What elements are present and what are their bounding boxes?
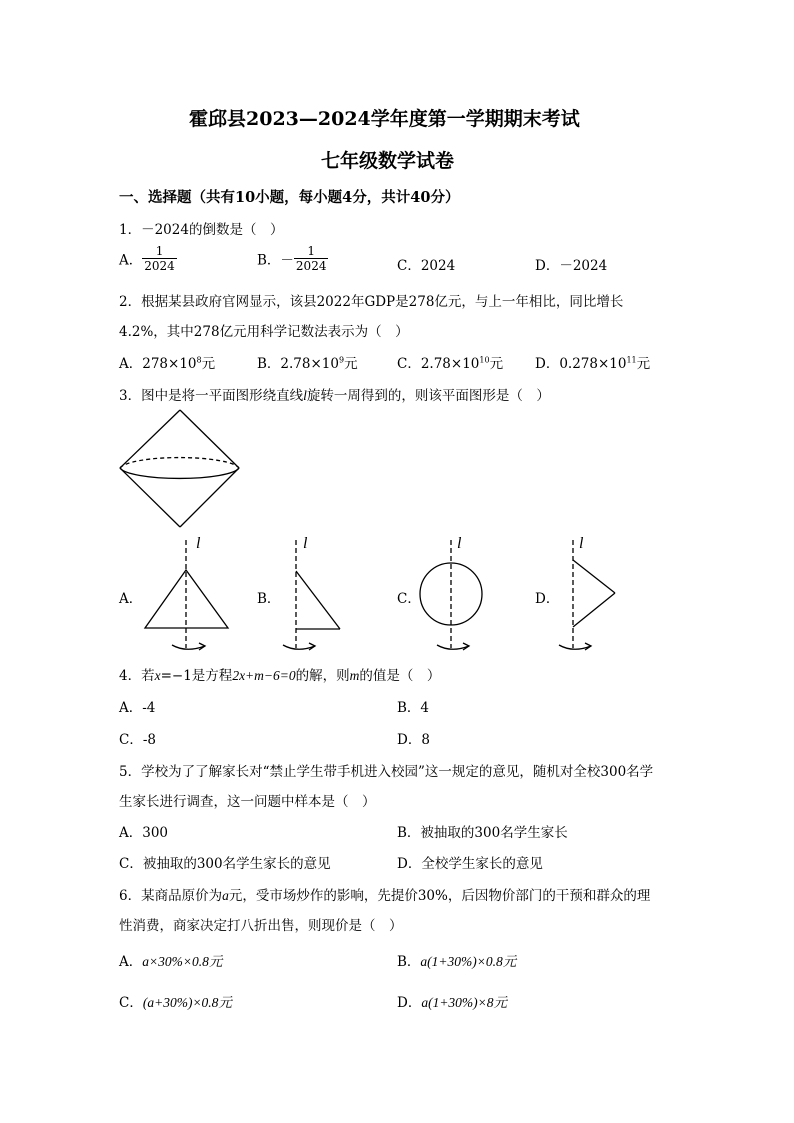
q4-option-a[interactable]: A．-4 bbox=[119, 700, 156, 716]
q4-stem-p6: 的值是（ ） bbox=[359, 668, 441, 684]
q2-b-exponent: 9 bbox=[338, 355, 345, 365]
q3-option-a[interactable]: A． bbox=[119, 591, 143, 607]
q5-option-d[interactable]: D．全校学生家长的意见 bbox=[397, 856, 543, 872]
q4-option-d[interactable]: D．8 bbox=[397, 732, 430, 748]
q3-a-axis-label: l bbox=[196, 535, 201, 552]
q6-stem-post: 元，受市场炒作的影响，先提价30%，后因物价部门的干预和群众的理 bbox=[228, 888, 651, 904]
q2-c-exponent: 10 bbox=[479, 355, 490, 365]
q6-d-label: D． bbox=[397, 995, 422, 1011]
q2-stem-line2: 4.2%，其中278亿元用科学记数法表示为（ ） bbox=[119, 324, 409, 340]
section-heading: 一、选择题（共有10小题，每小题4分，共计40分） bbox=[119, 189, 460, 206]
q2-d-unit: 元 bbox=[636, 356, 651, 372]
q3-c-axis-label: l bbox=[457, 535, 462, 552]
q1-option-b-fraction bbox=[294, 244, 329, 273]
q2-c-unit: 元 bbox=[489, 356, 504, 372]
q2-stem-line1: 2．根据某县政府官网显示，该县2022年GDP是278亿元，与上一年相比，同比增长 bbox=[119, 294, 624, 310]
q6-option-a[interactable] bbox=[119, 950, 222, 970]
q6-option-c[interactable] bbox=[119, 991, 232, 1011]
q1-b-numerator: 1 bbox=[294, 244, 329, 259]
q4-stem-p1: 4．若 bbox=[119, 668, 155, 684]
q4-option-c[interactable]: C．-8 bbox=[119, 732, 156, 748]
q2-a-unit: 元 bbox=[201, 356, 216, 372]
q2-a-exponent: 8 bbox=[196, 355, 202, 365]
q3-stem-variable: l bbox=[303, 388, 307, 403]
q2-b-base: B．2.78×10 bbox=[257, 356, 339, 372]
q6-c-expression: (a+30%)×0.8元 bbox=[142, 995, 232, 1010]
q2-a-base: A．278×10 bbox=[119, 356, 197, 372]
q2-option-d[interactable] bbox=[535, 352, 650, 372]
q3-d-axis-label: l bbox=[579, 535, 584, 552]
q4-stem-p2: =−1是方程 bbox=[160, 668, 233, 684]
q3-option-d[interactable]: D． bbox=[535, 591, 560, 607]
q6-d-expression: a(1+30%)×8元 bbox=[421, 995, 508, 1010]
q4-variable-x: x bbox=[154, 668, 161, 683]
q6-stem-line1 bbox=[119, 884, 650, 904]
q1-option-b[interactable] bbox=[257, 244, 328, 273]
q6-a-label: A． bbox=[119, 954, 143, 970]
q1-stem: 1．－2024的倒数是（ ） bbox=[119, 222, 284, 238]
q3-option-c[interactable]: C． bbox=[397, 591, 421, 607]
q5-stem-line1: 5．学校为了了解家长对“禁止学生带手机进入校园”这一规定的意见，随机对全校300名学 bbox=[119, 764, 654, 780]
q2-option-b[interactable] bbox=[257, 352, 358, 372]
q6-a-expression: a×30%×0.8元 bbox=[142, 954, 223, 969]
q6-b-label: B． bbox=[397, 954, 421, 970]
q2-option-c[interactable] bbox=[397, 352, 503, 372]
q6-stem-line2: 性消费，商家决定打八折出售，则现价是（ ） bbox=[119, 918, 403, 934]
q1-option-b-label: B． bbox=[257, 252, 281, 269]
exam-title-line2: 七年级数学试卷 bbox=[321, 150, 455, 172]
q3-stem-pre: 3．图中是将一平面图形绕直线 bbox=[119, 388, 304, 404]
q4-stem-p4: 的解，则 bbox=[295, 668, 350, 684]
q6-c-label: C． bbox=[119, 995, 143, 1011]
q1-a-numerator: 1 bbox=[142, 244, 177, 259]
q4-stem bbox=[119, 664, 440, 684]
exam-title-line1: 霍邱县2023—2024学年度第一学期期末考试 bbox=[189, 108, 580, 130]
q2-c-base: C．2.78×10 bbox=[397, 356, 480, 372]
q5-option-a[interactable]: A．300 bbox=[119, 825, 169, 841]
q2-d-base: D．0.278×10 bbox=[535, 356, 627, 372]
q1-b-denominator: 2024 bbox=[295, 259, 327, 273]
q1-a-denominator: 2024 bbox=[144, 259, 175, 273]
q1-option-a-fraction bbox=[142, 244, 177, 273]
q3-b-axis-label: l bbox=[303, 535, 308, 552]
q6-option-d[interactable] bbox=[397, 991, 507, 1011]
q6-b-expression: a(1+30%)×0.8元 bbox=[420, 954, 517, 969]
q6-stem-pre: 6．某商品原价为 bbox=[119, 888, 223, 904]
q1-option-a[interactable] bbox=[119, 244, 177, 273]
q3-stem bbox=[119, 384, 550, 404]
q6-variable-a: a bbox=[222, 888, 229, 903]
q2-option-a[interactable] bbox=[119, 352, 215, 372]
q5-stem-line2: 生家长进行调查，这一问题中样本是（ ） bbox=[119, 794, 376, 810]
q2-d-exponent: 11 bbox=[626, 355, 637, 365]
q4-equation: 2x+m−6=0 bbox=[232, 668, 296, 683]
q1-option-c[interactable]: C．2024 bbox=[397, 258, 456, 274]
q6-option-b[interactable] bbox=[397, 950, 516, 970]
q1-option-d[interactable]: D．－2024 bbox=[535, 258, 608, 274]
q1-option-a-label: A． bbox=[119, 252, 143, 269]
q3-stem-post: 旋转一周得到的，则该平面图形是（ ） bbox=[306, 388, 550, 404]
q2-b-unit: 元 bbox=[344, 356, 358, 372]
q4-option-b[interactable]: B．4 bbox=[397, 700, 430, 716]
q3-option-b[interactable]: B． bbox=[257, 591, 281, 607]
q5-option-c[interactable]: C．被抽取的300名学生家长的意见 bbox=[119, 856, 331, 872]
q1-option-b-sign: － bbox=[280, 252, 294, 269]
q4-variable-m: m bbox=[349, 668, 360, 683]
q5-option-b[interactable]: B．被抽取的300名学生家长 bbox=[397, 825, 568, 841]
